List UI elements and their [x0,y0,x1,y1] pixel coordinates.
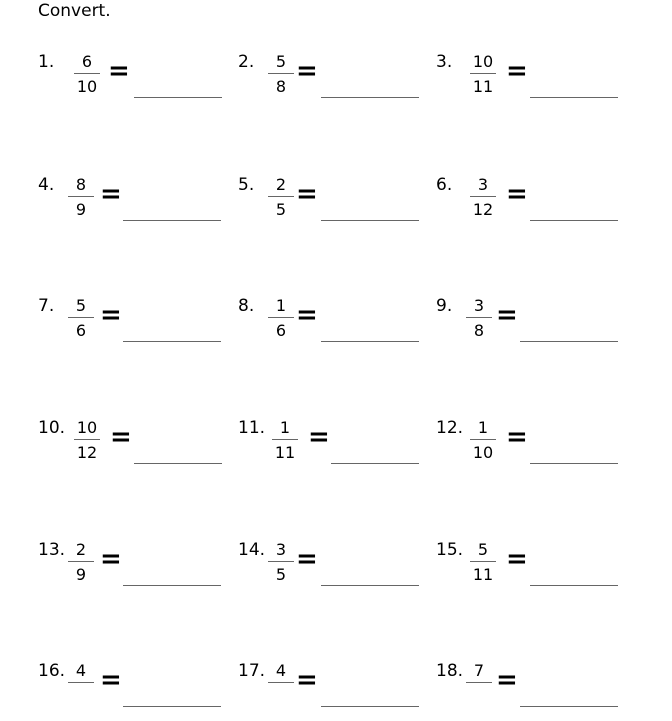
answer-blank[interactable] [530,585,618,586]
answer-blank[interactable] [321,585,419,586]
answer-blank[interactable] [321,220,419,221]
fraction-denominator: 12 [472,200,494,219]
answer-blank[interactable] [520,341,618,342]
fraction-denominator: 10 [76,77,98,96]
equals-sign: = [506,56,528,86]
equals-sign: = [506,179,528,209]
equals-sign: = [100,179,122,209]
equals-sign: = [496,665,518,695]
fraction-bar [470,73,496,74]
fraction-denominator: 6 [275,321,287,340]
fraction-numerator: 2 [75,540,87,559]
fraction-numerator: 4 [275,661,287,680]
equals-sign: = [100,544,122,574]
problem-number: 1. [38,52,55,72]
equals-sign: = [296,300,318,330]
fraction [68,296,94,340]
answer-blank[interactable] [123,220,221,221]
fraction-numerator: 4 [75,661,87,680]
problem-number: 14. [238,540,266,560]
fraction-bar [68,561,94,562]
fraction-denominator: 5 [275,565,287,584]
equals-sign: = [296,544,318,574]
answer-blank[interactable] [530,220,618,221]
fraction-bar [466,682,492,683]
answer-blank[interactable] [123,706,221,707]
answer-blank[interactable] [134,97,222,98]
fraction-bar [74,439,100,440]
equals-sign: = [308,422,330,452]
answer-blank[interactable] [321,341,419,342]
fraction-bar [470,196,496,197]
fraction-denominator: 12 [76,443,98,462]
answer-blank[interactable] [134,463,222,464]
answer-blank[interactable] [520,706,618,707]
fraction [470,52,496,96]
fraction-numerator: 2 [275,175,287,194]
equals-sign: = [506,422,528,452]
problem-number: 9. [436,296,453,316]
equals-sign: = [110,422,132,452]
fraction-denominator: 6 [75,321,87,340]
fraction-numerator: 1 [477,418,489,437]
problem-number: 3. [436,52,453,72]
problem-number: 12. [436,418,464,438]
answer-blank[interactable] [530,97,618,98]
fraction-bar [268,561,294,562]
fraction [268,661,294,705]
fraction [268,175,294,219]
fraction [268,52,294,96]
fraction-bar [268,196,294,197]
fraction [268,540,294,584]
equals-sign: = [108,56,130,86]
fraction-denominator: 8 [473,321,485,340]
fraction-numerator: 5 [477,540,489,559]
equals-sign: = [506,544,528,574]
fraction-denominator: 5 [275,200,287,219]
answer-blank[interactable] [123,585,221,586]
answer-blank[interactable] [321,706,419,707]
answer-blank[interactable] [331,463,419,464]
fraction [68,175,94,219]
equals-sign: = [296,56,318,86]
fraction-bar [68,682,94,683]
equals-sign: = [296,179,318,209]
problem-number: 4. [38,175,55,195]
problem-number: 15. [436,540,464,560]
fraction-denominator: 11 [274,443,296,462]
fraction-numerator: 8 [75,175,87,194]
fraction-numerator: 10 [76,418,98,437]
equals-sign: = [100,665,122,695]
fraction-denominator: 11 [472,565,494,584]
fraction [470,540,496,584]
equals-sign: = [496,300,518,330]
problem-number: 8. [238,296,255,316]
answer-blank[interactable] [321,97,419,98]
problem-number: 2. [238,52,255,72]
fraction [470,418,496,462]
problem-number: 17. [238,661,266,681]
fraction-bar [268,317,294,318]
fraction-numerator: 5 [275,52,287,71]
answer-blank[interactable] [530,463,618,464]
fraction-bar [68,196,94,197]
fraction-numerator: 3 [275,540,287,559]
fraction-numerator: 5 [75,296,87,315]
fraction-numerator: 3 [473,296,485,315]
fraction-numerator: 3 [477,175,489,194]
problem-number: 6. [436,175,453,195]
instructions-title: Convert. [38,1,111,21]
fraction-denominator: 10 [472,443,494,462]
fraction-denominator [268,686,294,705]
fraction-bar [272,439,298,440]
fraction [68,661,94,705]
problem-number: 18. [436,661,464,681]
fraction [74,52,100,96]
fraction-bar [268,682,294,683]
fraction-bar [470,561,496,562]
problem-number: 11. [238,418,266,438]
fraction [68,540,94,584]
problem-number: 5. [238,175,255,195]
fraction-denominator: 9 [75,200,87,219]
fraction-numerator: 7 [473,661,485,680]
problem-number: 10. [38,418,66,438]
fraction-numerator: 1 [279,418,291,437]
fraction [466,296,492,340]
problem-number: 13. [38,540,66,560]
fraction [74,418,100,462]
fraction-bar [74,73,100,74]
fraction [268,296,294,340]
fraction [470,175,496,219]
fraction-numerator: 10 [472,52,494,71]
fraction-denominator: 9 [75,565,87,584]
fraction-bar [68,317,94,318]
equals-sign: = [296,665,318,695]
answer-blank[interactable] [123,341,221,342]
fraction-denominator: 8 [275,77,287,96]
fraction [272,418,298,462]
fraction [466,661,492,705]
fraction-numerator: 6 [81,52,93,71]
problem-number: 7. [38,296,55,316]
problem-number: 16. [38,661,66,681]
fraction-numerator: 1 [275,296,287,315]
fraction-bar [268,73,294,74]
fraction-bar [470,439,496,440]
fraction-denominator [466,686,492,705]
fraction-denominator [68,686,94,705]
fraction-denominator: 11 [472,77,494,96]
fraction-bar [466,317,492,318]
equals-sign: = [100,300,122,330]
